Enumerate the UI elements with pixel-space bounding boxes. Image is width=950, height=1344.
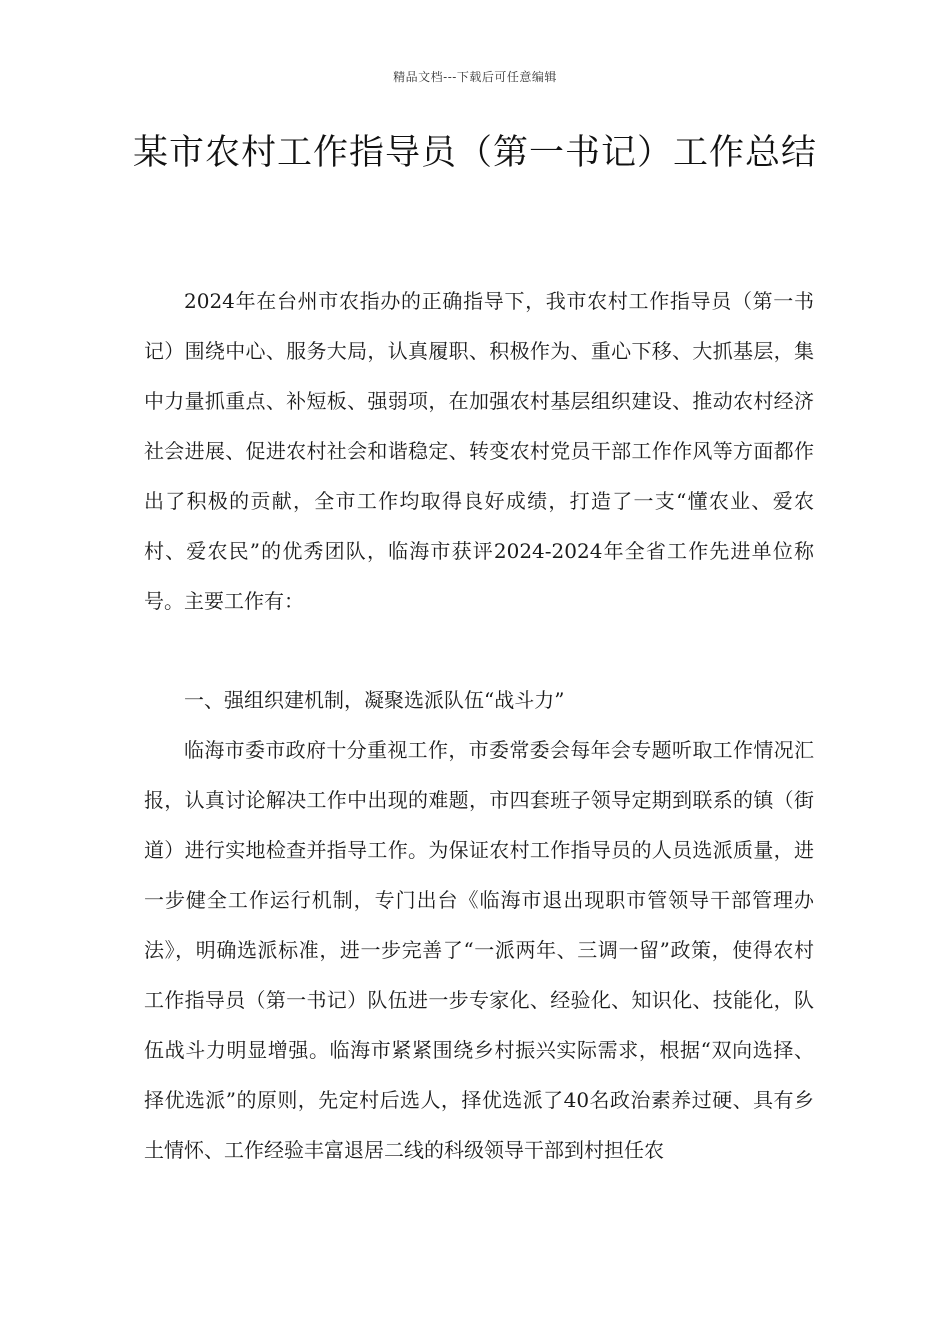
document-title: 某市农村工作指导员（第一书记）工作总结 — [132, 133, 817, 173]
paragraph-intro: 2024年在台州市农指办的正确指导下，我市农村工作指导员（第一书记）围绕中心、服务大局，认真履职、积极作为、重心下移、大抓基层，集中力量抓重点、补短板、强弱项，在加强农村基层组织建设、推动农村经济社会进展、促进农村社会和谐稳定、转变农村党员干部工作作风等方面都作出了积极的贡献，全市工作均取得良好成绩，打造了一支“懂农业、爱农村、爱农民”的优秀团队，临海市获评2024-2024年全省工作先进单位称号。主要工作有： — [144, 289, 814, 613]
section-heading: 一、强组织建机制，凝聚选派队伍“战斗力” — [184, 688, 565, 712]
paragraph-section-1: 临海市委市政府十分重视工作，市委常委会每年会专题听取工作情况汇报，认真讨论解决工作中出现的难题，市四套班子领导定期到联系的镇（街道）进行实地检查并指导工作。为保证农村工作指导员的人员选派质量，进一步健全工作运行机制，专门出台《临海市退出现职市管领导干部管理办法》，明确选派标准，进一步完善了“一派两年、三调一留”政策，使得农村工作指导员（第一书记）队伍进一步专家化、经验化、知识化、技能化，队伍战斗力明显增强。临海市紧紧围绕乡村振兴实际需求，根据“双向选择、择优选派”的原则，先定村后选人，择优选派了40名政治素养过硬、具有乡土情怀、工作经验丰富退居二线的科级领导干部到村担任农 — [144, 738, 814, 1162]
header-note: 精品文档---下载后可任意编辑 — [393, 70, 557, 84]
